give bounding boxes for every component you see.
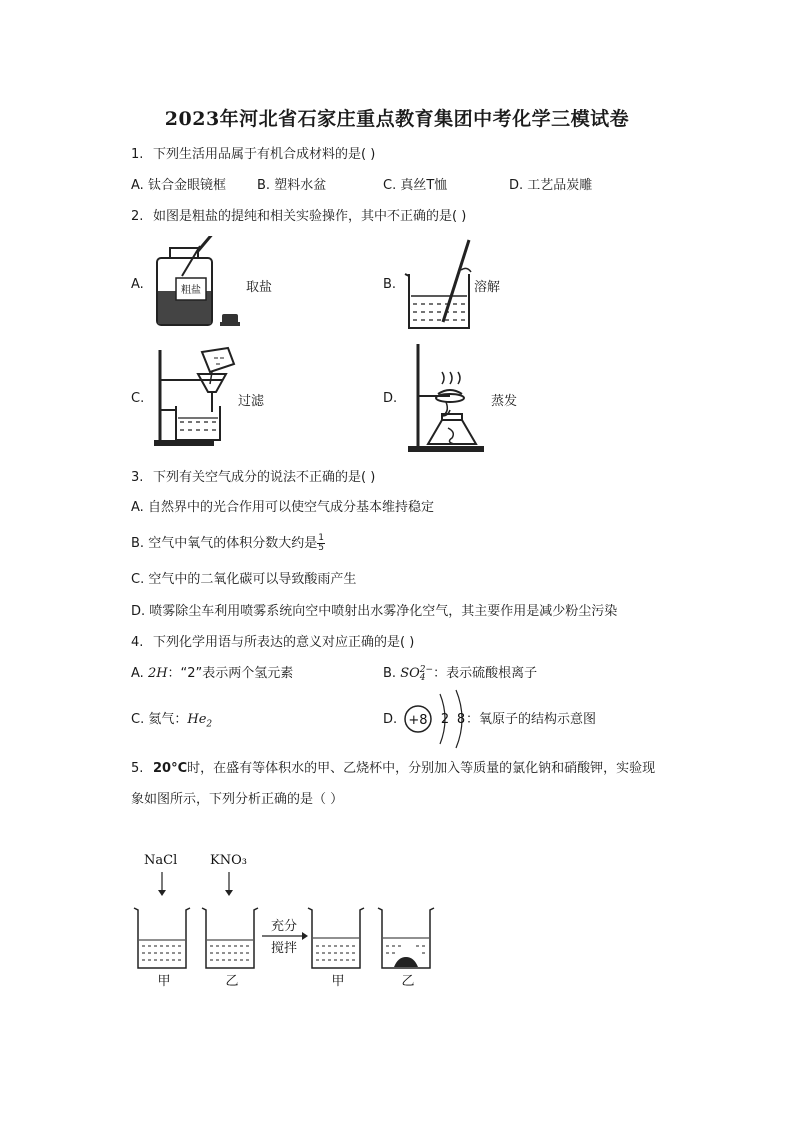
q3-option-b: B. 空气中氧气的体积分数大约是 $\frac{1}{5}$ [131, 533, 324, 553]
undissolved-solid [394, 957, 418, 967]
arrow-text-1: 充分 [270, 919, 298, 934]
nucleus-charge: +8 [408, 713, 428, 728]
q2-option-a-label: 取盐 [246, 280, 273, 295]
q1-option-a: A. 钛合金眼镜框 [131, 178, 226, 193]
bottle-label: 粗盐 [181, 285, 201, 296]
question-5-stem-line-2: 象如图所示，下列分析正确的是（ ） [131, 792, 344, 807]
beaker-1 [134, 908, 190, 968]
question-number: 5. [131, 761, 144, 776]
page-title: 2023年河北省石家庄重点教育集团中考化学三模试卷 [164, 108, 630, 130]
question-number: 4. [131, 635, 144, 650]
q1-option-d: D. 工艺品炭雕 [509, 178, 593, 193]
fraction: $\frac{1}{5}$ [318, 533, 324, 553]
question-4-stem: 4. 下列化学用语与所表达的意义对应正确的是( ) [131, 635, 415, 650]
question-number: 2. [131, 209, 144, 224]
label-jia-1: 甲 [157, 974, 171, 989]
q4-option-b: B. SO 2− 4 ：表示硫酸根离子 [383, 664, 538, 683]
q2-option-b-letter: B. [383, 277, 397, 292]
question-2-stem: 2. 如图是粗盐的提纯和相关实验操作，其中不正确的是( ) [131, 209, 467, 224]
label-jia-2: 甲 [331, 974, 345, 989]
q1-option-c: C. 真丝T恤 [383, 178, 448, 193]
q2-option-c-letter: C. [131, 391, 145, 406]
question-number: 3. [131, 470, 144, 485]
q1-option-b: B. 塑料水盆 [257, 178, 327, 193]
q4-option-a: A. 2H：“2”表示两个氢元素 [131, 666, 294, 681]
reagent-kno3: KNO₃ [210, 853, 247, 868]
q3-option-d: D. 喷雾除尘车利用喷雾系统向空中喷射出水雾净化空气，其主要作用是减少粉尘污染 [131, 604, 618, 619]
solubility-experiment-figure [128, 846, 448, 991]
q4-option-d-letter: D. [383, 712, 398, 727]
shell-1-electrons: 2 [440, 712, 450, 727]
arrow-text-2: 搅拌 [270, 941, 298, 956]
reagent-nacl: NaCl [144, 853, 178, 868]
beaker-4 [378, 908, 434, 968]
q3-option-c: C. 空气中的二氧化碳可以导致酸雨产生 [131, 572, 357, 587]
q2-option-d-label: 蒸发 [491, 394, 518, 409]
evaporation-figure [404, 340, 494, 455]
q4-option-c: C. 氦气：$He_2$ [131, 712, 213, 730]
filtration-figure [150, 344, 245, 449]
q2-option-b-label: 溶解 [474, 280, 501, 295]
q4-option-d-text: ：氧原子的结构示意图 [466, 712, 597, 727]
shell-2-electrons: 8 [456, 712, 466, 727]
question-3-stem: 3. 下列有关空气成分的说法不正确的是( ) [131, 470, 376, 485]
bottle-figure [152, 236, 247, 331]
q2-option-c-label: 过滤 [238, 394, 265, 409]
question-5-stem-line-1: 5. 20°C时，在盛有等体积水的甲、乙烧杯中，分别加入等质量的氯化钠和硝酸钾，实验现 [131, 761, 656, 776]
beaker-2 [202, 908, 258, 968]
question-number: 1. [131, 147, 144, 162]
q3-option-a: A. 自然界中的光合作用可以使空气成分基本维持稳定 [131, 500, 434, 515]
label-yi-1: 乙 [225, 974, 239, 989]
question-1-stem: 1. 下列生活用品属于有机合成材料的是( ) [131, 147, 376, 162]
label-yi-2: 乙 [401, 974, 415, 989]
beaker-stir-figure [403, 236, 481, 331]
q2-option-a-letter: A. [131, 277, 144, 292]
atomic-structure-diagram [402, 688, 476, 750]
beaker-3 [308, 908, 364, 968]
q2-option-d-letter: D. [383, 391, 398, 406]
